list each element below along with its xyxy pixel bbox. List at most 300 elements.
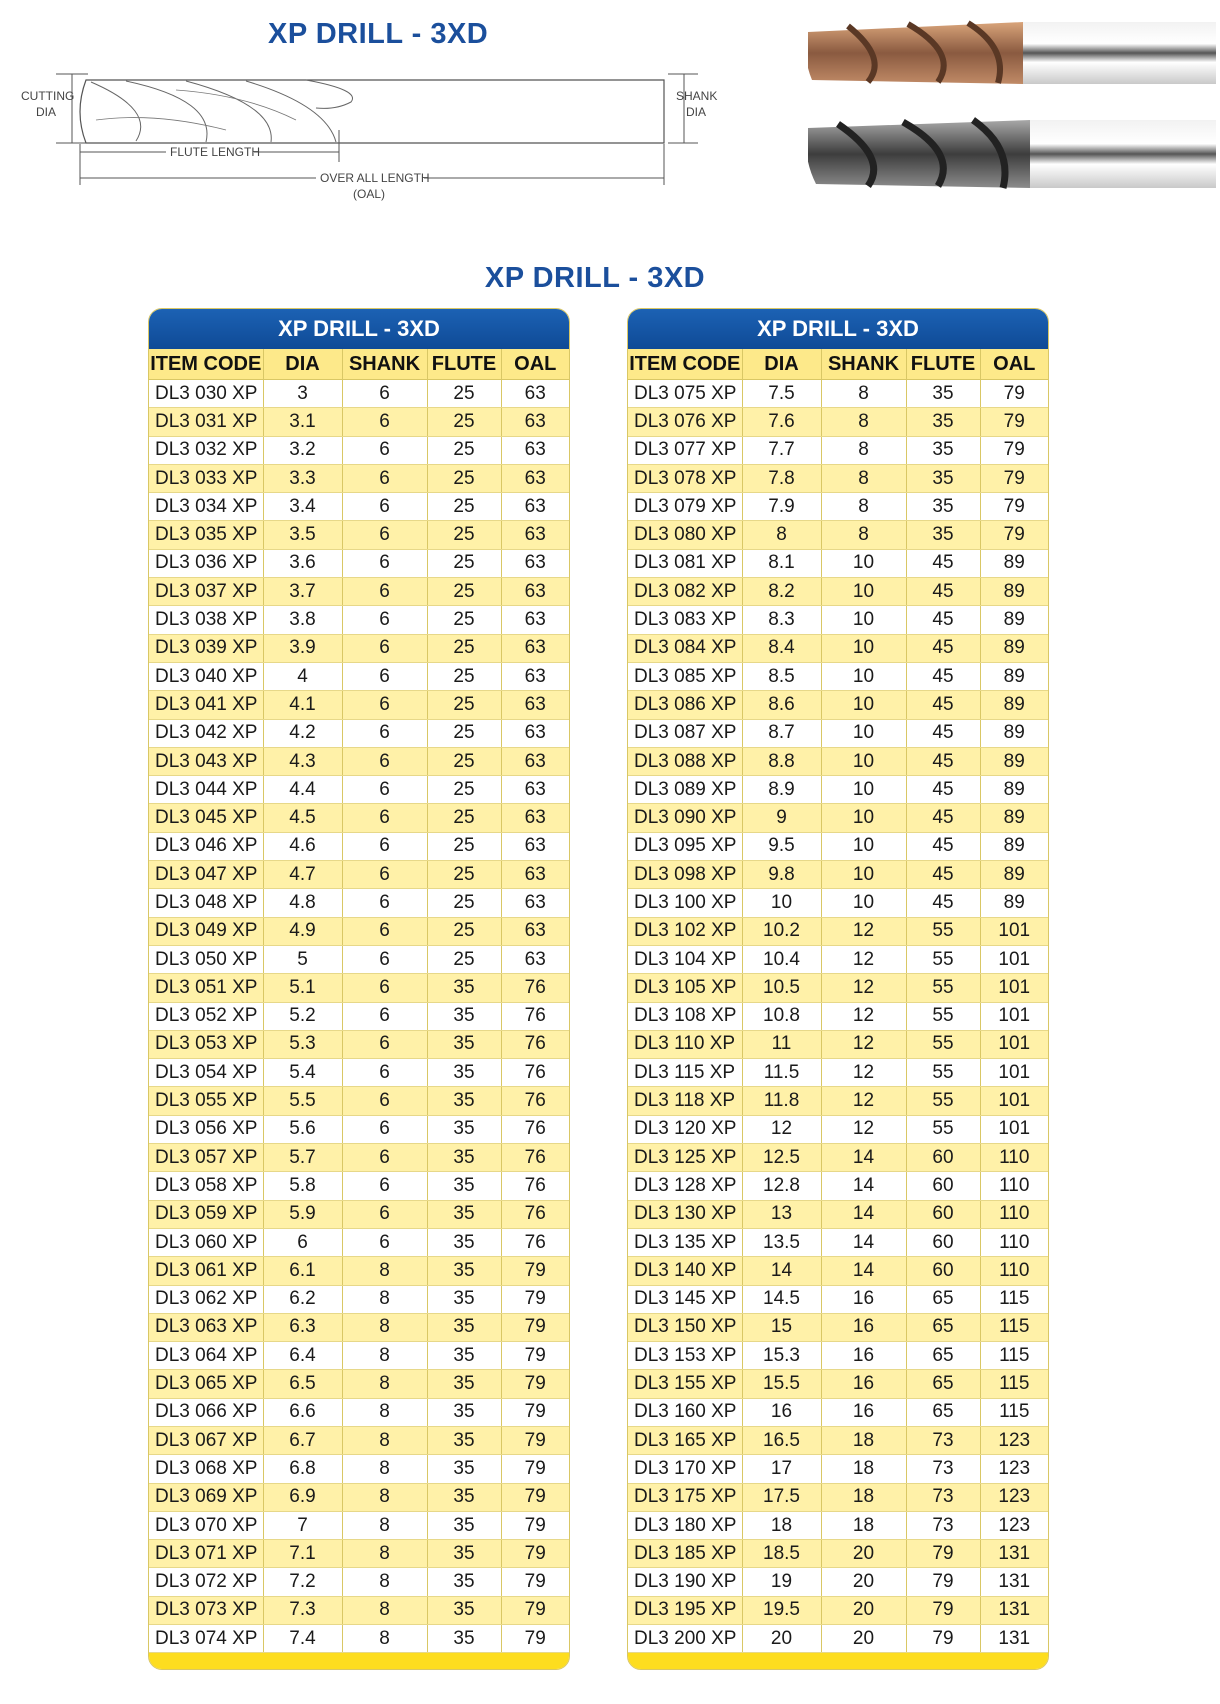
table-row <box>628 1285 1048 1313</box>
flute-cell: 79 <box>906 1568 980 1596</box>
item-code-cell: DL3 110 XP <box>628 1030 742 1058</box>
table-row <box>149 691 569 719</box>
shank-cell: 6 <box>342 380 427 408</box>
table-row <box>628 436 1048 464</box>
table-row <box>149 1228 569 1256</box>
dia-cell: 6.4 <box>263 1342 342 1370</box>
col-header-flute: FLUTE <box>427 349 501 380</box>
flute-cell: 79 <box>906 1540 980 1568</box>
dia-cell: 8.7 <box>742 719 821 747</box>
flute-cell: 35 <box>427 1285 501 1313</box>
item-code-cell: DL3 053 XP <box>149 1030 263 1058</box>
oal-cell: 63 <box>501 436 569 464</box>
flute-cell: 60 <box>906 1228 980 1256</box>
oal-cell: 115 <box>980 1342 1048 1370</box>
oal-cell: 101 <box>980 917 1048 945</box>
dia-cell: 8.1 <box>742 549 821 577</box>
oal-cell: 79 <box>501 1483 569 1511</box>
item-code-cell: DL3 145 XP <box>628 1285 742 1313</box>
table-row <box>149 521 569 549</box>
table-row <box>628 747 1048 775</box>
dia-cell: 8.6 <box>742 691 821 719</box>
table-row <box>628 832 1048 860</box>
flute-cell: 60 <box>906 1172 980 1200</box>
table-row <box>149 634 569 662</box>
dia-cell: 10.5 <box>742 974 821 1002</box>
flute-cell: 55 <box>906 1087 980 1115</box>
item-code-cell: DL3 045 XP <box>149 804 263 832</box>
item-code-cell: DL3 153 XP <box>628 1342 742 1370</box>
dia-cell: 6.5 <box>263 1370 342 1398</box>
table-row <box>149 464 569 492</box>
dia-cell: 6.3 <box>263 1313 342 1341</box>
shank-cell: 6 <box>342 408 427 436</box>
shank-cell: 8 <box>821 464 906 492</box>
item-code-cell: DL3 063 XP <box>149 1313 263 1341</box>
shank-cell: 6 <box>342 606 427 634</box>
oal-cell: 63 <box>501 832 569 860</box>
shank-cell: 12 <box>821 1030 906 1058</box>
oal-cell: 79 <box>501 1398 569 1426</box>
flute-cell: 45 <box>906 691 980 719</box>
flute-cell: 35 <box>906 380 980 408</box>
shank-cell: 8 <box>342 1257 427 1285</box>
right-spec-table <box>627 308 1049 1670</box>
shank-cell: 6 <box>342 1030 427 1058</box>
dia-cell: 6.9 <box>263 1483 342 1511</box>
dia-cell: 7.3 <box>263 1596 342 1624</box>
dia-cell: 4.2 <box>263 719 342 747</box>
oal-cell: 123 <box>980 1483 1048 1511</box>
item-code-cell: DL3 086 XP <box>628 691 742 719</box>
item-code-cell: DL3 170 XP <box>628 1455 742 1483</box>
shank-cell: 20 <box>821 1568 906 1596</box>
shank-cell: 6 <box>342 521 427 549</box>
flute-cell: 79 <box>906 1625 980 1653</box>
table-row <box>628 578 1048 606</box>
flute-cell: 73 <box>906 1426 980 1454</box>
flute-cell: 73 <box>906 1455 980 1483</box>
flute-cell: 35 <box>427 1596 501 1624</box>
shank-cell: 8 <box>342 1370 427 1398</box>
dia-cell: 12.5 <box>742 1144 821 1172</box>
oal-cell: 76 <box>501 1002 569 1030</box>
flute-cell: 25 <box>427 380 501 408</box>
dia-cell: 7.4 <box>263 1625 342 1653</box>
table-row <box>628 1228 1048 1256</box>
table-row <box>628 1426 1048 1454</box>
shank-cell: 10 <box>821 747 906 775</box>
shank-cell: 8 <box>821 493 906 521</box>
shank-cell: 14 <box>821 1200 906 1228</box>
item-code-cell: DL3 083 XP <box>628 606 742 634</box>
oal-cell: 79 <box>501 1540 569 1568</box>
table-row <box>149 945 569 973</box>
table-row <box>149 578 569 606</box>
shank-cell: 10 <box>821 719 906 747</box>
table-row <box>149 832 569 860</box>
dia-cell: 3.8 <box>263 606 342 634</box>
table-row <box>149 1172 569 1200</box>
item-code-cell: DL3 150 XP <box>628 1313 742 1341</box>
shank-cell: 18 <box>821 1426 906 1454</box>
oal-cell: 115 <box>980 1285 1048 1313</box>
shank-cell: 10 <box>821 861 906 889</box>
flute-cell: 35 <box>427 1313 501 1341</box>
flute-cell: 60 <box>906 1257 980 1285</box>
table-row <box>628 1172 1048 1200</box>
dia-cell: 9.8 <box>742 861 821 889</box>
shank-cell: 10 <box>821 804 906 832</box>
flute-cell: 25 <box>427 719 501 747</box>
table-row <box>628 1398 1048 1426</box>
oal-cell: 89 <box>980 861 1048 889</box>
table-row <box>628 1059 1048 1087</box>
item-code-cell: DL3 130 XP <box>628 1200 742 1228</box>
table-row <box>149 1568 569 1596</box>
item-code-cell: DL3 046 XP <box>149 832 263 860</box>
dia-cell: 16.5 <box>742 1426 821 1454</box>
shank-cell: 6 <box>342 1059 427 1087</box>
oal-cell: 63 <box>501 549 569 577</box>
flute-cell: 60 <box>906 1200 980 1228</box>
shank-cell: 10 <box>821 549 906 577</box>
flute-cell: 55 <box>906 1059 980 1087</box>
shank-cell: 16 <box>821 1342 906 1370</box>
flute-cell: 25 <box>427 861 501 889</box>
dia-cell: 4.7 <box>263 861 342 889</box>
item-code-cell: DL3 070 XP <box>149 1511 263 1539</box>
shank-cell: 6 <box>342 917 427 945</box>
table-row <box>628 634 1048 662</box>
flute-cell: 45 <box>906 776 980 804</box>
shank-cell: 6 <box>342 464 427 492</box>
flute-cell: 45 <box>906 634 980 662</box>
item-code-cell: DL3 049 XP <box>149 917 263 945</box>
oal-cell: 79 <box>501 1596 569 1624</box>
item-code-cell: DL3 054 XP <box>149 1059 263 1087</box>
flute-cell: 25 <box>427 691 501 719</box>
oal-cell: 79 <box>501 1625 569 1653</box>
shank-cell: 6 <box>342 436 427 464</box>
col-header-dia: DIA <box>742 349 821 380</box>
oal-cell: 63 <box>501 804 569 832</box>
flute-cell: 25 <box>427 464 501 492</box>
item-code-cell: DL3 064 XP <box>149 1342 263 1370</box>
table-row <box>149 1030 569 1058</box>
table-row <box>149 662 569 690</box>
shank-cell: 10 <box>821 776 906 804</box>
flute-cell: 35 <box>427 1511 501 1539</box>
item-code-cell: DL3 065 XP <box>149 1370 263 1398</box>
item-code-cell: DL3 044 XP <box>149 776 263 804</box>
item-code-cell: DL3 180 XP <box>628 1511 742 1539</box>
shank-cell: 16 <box>821 1370 906 1398</box>
shank-cell: 16 <box>821 1313 906 1341</box>
flute-cell: 65 <box>906 1398 980 1426</box>
table-section-title: XP DRILL - 3XD <box>484 262 706 294</box>
shank-cell: 12 <box>821 1115 906 1143</box>
dia-cell: 4.5 <box>263 804 342 832</box>
item-code-cell: DL3 088 XP <box>628 747 742 775</box>
table-row <box>628 380 1048 408</box>
table-row <box>628 662 1048 690</box>
dia-cell: 11 <box>742 1030 821 1058</box>
oal-cell: 79 <box>501 1568 569 1596</box>
oal-cell: 79 <box>980 408 1048 436</box>
item-code-cell: DL3 035 XP <box>149 521 263 549</box>
flute-cell: 25 <box>427 436 501 464</box>
dia-cell: 8.9 <box>742 776 821 804</box>
flute-cell: 45 <box>906 804 980 832</box>
flute-cell: 35 <box>427 1172 501 1200</box>
item-code-cell: DL3 069 XP <box>149 1483 263 1511</box>
table-row <box>149 1200 569 1228</box>
shank-cell: 10 <box>821 832 906 860</box>
item-code-cell: DL3 057 XP <box>149 1144 263 1172</box>
table-row <box>628 1625 1048 1653</box>
shank-cell: 12 <box>821 945 906 973</box>
table-row <box>149 1483 569 1511</box>
flute-cell: 35 <box>427 1087 501 1115</box>
flute-cell: 45 <box>906 747 980 775</box>
dia-cell: 6.7 <box>263 1426 342 1454</box>
table-row <box>628 917 1048 945</box>
flute-cell: 25 <box>427 747 501 775</box>
dia-cell: 5.8 <box>263 1172 342 1200</box>
dia-cell: 7.8 <box>742 464 821 492</box>
shank-cell: 8 <box>821 380 906 408</box>
item-code-cell: DL3 033 XP <box>149 464 263 492</box>
dia-cell: 3.1 <box>263 408 342 436</box>
table-row <box>628 691 1048 719</box>
dia-cell: 4.6 <box>263 832 342 860</box>
dia-cell: 5.2 <box>263 1002 342 1030</box>
oal-cell: 79 <box>980 521 1048 549</box>
shank-cell: 8 <box>821 408 906 436</box>
table-row <box>149 1455 569 1483</box>
item-code-cell: DL3 030 XP <box>149 380 263 408</box>
item-code-cell: DL3 076 XP <box>628 408 742 436</box>
table-row <box>149 861 569 889</box>
item-code-cell: DL3 077 XP <box>628 436 742 464</box>
oal-cell: 63 <box>501 578 569 606</box>
dia-cell: 17 <box>742 1455 821 1483</box>
item-code-cell: DL3 105 XP <box>628 974 742 1002</box>
flute-cell: 55 <box>906 1030 980 1058</box>
item-code-cell: DL3 080 XP <box>628 521 742 549</box>
dia-cell: 10 <box>742 889 821 917</box>
oal-cell: 123 <box>980 1426 1048 1454</box>
table-row <box>149 408 569 436</box>
left-table-footer <box>149 1653 569 1669</box>
oal-cell: 63 <box>501 776 569 804</box>
oal-cell: 76 <box>501 1059 569 1087</box>
oal-cell: 101 <box>980 1115 1048 1143</box>
shank-cell: 8 <box>342 1625 427 1653</box>
shank-cell: 10 <box>821 578 906 606</box>
item-code-cell: DL3 089 XP <box>628 776 742 804</box>
item-code-cell: DL3 032 XP <box>149 436 263 464</box>
shank-cell: 6 <box>342 1087 427 1115</box>
item-code-cell: DL3 042 XP <box>149 719 263 747</box>
flute-cell: 65 <box>906 1370 980 1398</box>
dia-cell: 4.9 <box>263 917 342 945</box>
table-row <box>149 804 569 832</box>
dia-cell: 10.2 <box>742 917 821 945</box>
flute-cell: 79 <box>906 1596 980 1624</box>
oal-cell: 63 <box>501 408 569 436</box>
shank-cell: 10 <box>821 606 906 634</box>
oal-cell: 76 <box>501 1172 569 1200</box>
flute-cell: 25 <box>427 549 501 577</box>
flute-cell: 55 <box>906 1115 980 1143</box>
flute-cell: 35 <box>427 1144 501 1172</box>
dia-cell: 5.7 <box>263 1144 342 1172</box>
item-code-cell: DL3 058 XP <box>149 1172 263 1200</box>
shank-cell: 16 <box>821 1398 906 1426</box>
item-code-cell: DL3 037 XP <box>149 578 263 606</box>
flute-cell: 35 <box>427 1483 501 1511</box>
oal-cell: 110 <box>980 1228 1048 1256</box>
dia-cell: 5 <box>263 945 342 973</box>
shank-cell: 12 <box>821 917 906 945</box>
shank-cell: 8 <box>342 1511 427 1539</box>
item-code-cell: DL3 034 XP <box>149 493 263 521</box>
flute-cell: 45 <box>906 889 980 917</box>
dia-cell: 7.9 <box>742 493 821 521</box>
dia-cell: 8.5 <box>742 662 821 690</box>
flute-cell: 35 <box>427 1342 501 1370</box>
flute-cell: 65 <box>906 1285 980 1313</box>
dia-cell: 4.4 <box>263 776 342 804</box>
table-row <box>149 1370 569 1398</box>
flute-cell: 25 <box>427 917 501 945</box>
item-code-cell: DL3 056 XP <box>149 1115 263 1143</box>
oal-cell: 110 <box>980 1144 1048 1172</box>
dia-cell: 4 <box>263 662 342 690</box>
oal-cell: 63 <box>501 606 569 634</box>
dia-cell: 3.9 <box>263 634 342 662</box>
oal-cell: 63 <box>501 493 569 521</box>
oal-label: OVER ALL LENGTH <box>320 171 430 185</box>
dia-cell: 3.7 <box>263 578 342 606</box>
dia-cell: 16 <box>742 1398 821 1426</box>
dia-cell: 6.2 <box>263 1285 342 1313</box>
shank-cell: 12 <box>821 974 906 1002</box>
flute-cell: 35 <box>427 1568 501 1596</box>
col-header-oal: OAL <box>501 349 569 380</box>
flute-cell: 45 <box>906 832 980 860</box>
flute-cell: 45 <box>906 861 980 889</box>
item-code-cell: DL3 195 XP <box>628 1596 742 1624</box>
oal-cell: 115 <box>980 1313 1048 1341</box>
oal-cell: 89 <box>980 747 1048 775</box>
oal-cell: 89 <box>980 889 1048 917</box>
oal-cell: 89 <box>980 832 1048 860</box>
flute-cell: 35 <box>427 1625 501 1653</box>
dia-cell: 8.3 <box>742 606 821 634</box>
oal-cell: 63 <box>501 380 569 408</box>
table-row <box>149 1087 569 1115</box>
flute-cell: 35 <box>906 436 980 464</box>
table-row <box>149 974 569 1002</box>
shank-dia-label-2: DIA <box>686 105 707 119</box>
table-row <box>628 889 1048 917</box>
oal-cell: 79 <box>501 1455 569 1483</box>
table-row <box>628 1568 1048 1596</box>
oal-cell: 89 <box>980 606 1048 634</box>
dia-cell: 6.8 <box>263 1455 342 1483</box>
oal-cell: 79 <box>501 1313 569 1341</box>
item-code-cell: DL3 104 XP <box>628 945 742 973</box>
shank-cell: 12 <box>821 1002 906 1030</box>
item-code-cell: DL3 052 XP <box>149 1002 263 1030</box>
right-table-title: XP DRILL - 3XD <box>628 309 1048 349</box>
dia-cell: 12 <box>742 1115 821 1143</box>
oal-cell: 79 <box>980 380 1048 408</box>
dia-cell: 18.5 <box>742 1540 821 1568</box>
item-code-cell: DL3 031 XP <box>149 408 263 436</box>
table-row <box>149 1115 569 1143</box>
dia-cell: 9 <box>742 804 821 832</box>
shank-cell: 8 <box>342 1313 427 1341</box>
oal-cell: 101 <box>980 1087 1048 1115</box>
oal-cell: 79 <box>980 493 1048 521</box>
diagram-title: XP DRILL - 3XD <box>268 18 489 50</box>
item-code-cell: DL3 102 XP <box>628 917 742 945</box>
oal-cell: 101 <box>980 974 1048 1002</box>
item-code-cell: DL3 160 XP <box>628 1398 742 1426</box>
shank-cell: 8 <box>342 1455 427 1483</box>
flute-cell: 35 <box>427 1228 501 1256</box>
col-header-dia: DIA <box>263 349 342 380</box>
oal-cell: 131 <box>980 1625 1048 1653</box>
item-code-cell: DL3 084 XP <box>628 634 742 662</box>
dia-cell: 15.3 <box>742 1342 821 1370</box>
table-row <box>628 1596 1048 1624</box>
oal-cell: 131 <box>980 1540 1048 1568</box>
table-row <box>149 1342 569 1370</box>
shank-cell: 6 <box>342 719 427 747</box>
table-row <box>628 1483 1048 1511</box>
col-header-flute: FLUTE <box>906 349 980 380</box>
drill-dimension-diagram <box>16 60 761 230</box>
oal-cell: 89 <box>980 634 1048 662</box>
shank-cell: 18 <box>821 1511 906 1539</box>
table-row <box>149 1144 569 1172</box>
dia-cell: 8.8 <box>742 747 821 775</box>
table-row <box>149 1313 569 1341</box>
oal-cell: 79 <box>501 1285 569 1313</box>
oal-cell: 76 <box>501 1228 569 1256</box>
flute-cell: 35 <box>906 493 980 521</box>
shank-cell: 18 <box>821 1455 906 1483</box>
oal-cell: 123 <box>980 1511 1048 1539</box>
col-header-shank: SHANK <box>821 349 906 380</box>
table-row <box>628 1540 1048 1568</box>
oal-cell: 79 <box>501 1370 569 1398</box>
item-code-cell: DL3 098 XP <box>628 861 742 889</box>
shank-cell: 6 <box>342 691 427 719</box>
flute-cell: 55 <box>906 945 980 973</box>
table-row <box>628 1511 1048 1539</box>
table-row <box>149 1625 569 1653</box>
shank-cell: 8 <box>342 1568 427 1596</box>
item-code-cell: DL3 140 XP <box>628 1257 742 1285</box>
shank-cell: 8 <box>821 436 906 464</box>
dia-cell: 5.5 <box>263 1087 342 1115</box>
